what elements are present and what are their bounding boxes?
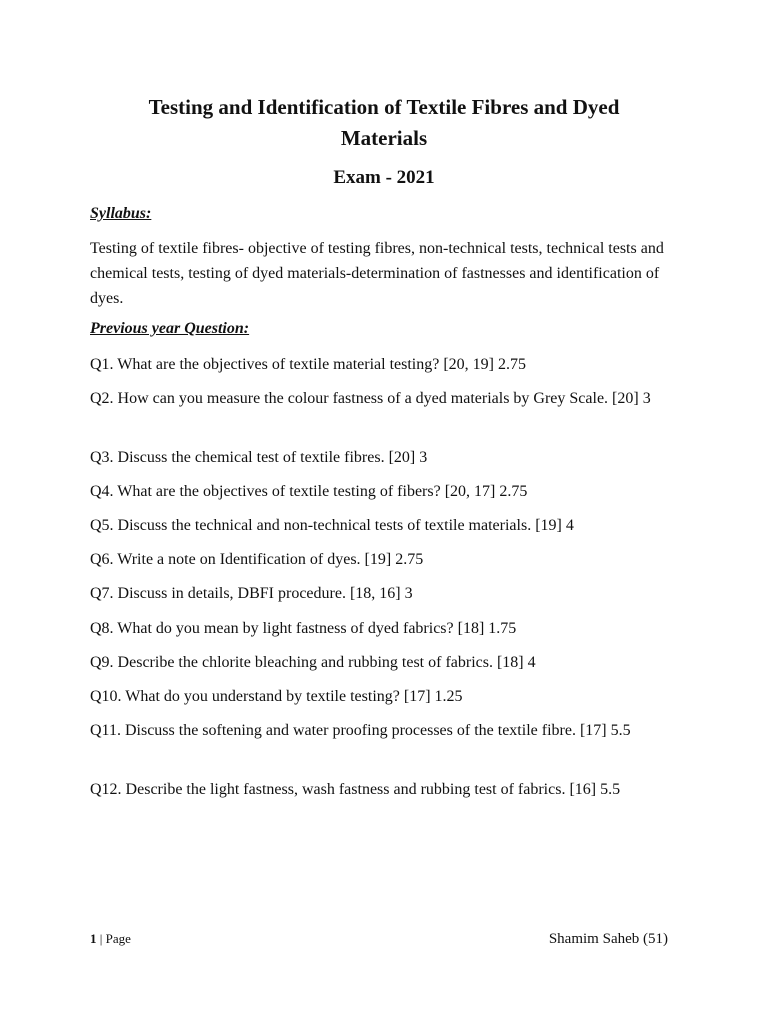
question-item: Q7. Discuss in details, DBFI procedure. [18, 16] 3: [90, 585, 413, 602]
question-item: Q11. Discuss the softening and water proofing processes of the textile fibre. [17] 5.5: [90, 722, 631, 739]
question-item: Q9. Describe the chlorite bleaching and rubbing test of fabrics. [18] 4: [90, 654, 536, 671]
question-item: Q12. Describe the light fastness, wash fastness and rubbing test of fabrics. [16] 5.5: [90, 781, 621, 798]
page-label: | Page: [96, 931, 131, 946]
question-item: Q1. What are the objectives of textile material testing? [20, 19] 2.75: [90, 356, 527, 373]
syllabus-heading: Syllabus:: [90, 205, 152, 222]
question-item: Q5. Discuss the technical and non-technical tests of textile materials. [19] 4: [90, 517, 574, 534]
question-item: Q2. How can you measure the colour fastness of a dyed materials by Grey Scale. [20] 3: [90, 390, 651, 407]
question-item: Q10. What do you understand by textile testing? [17] 1.25: [90, 688, 463, 705]
exam-heading: Exam - 2021: [333, 167, 435, 188]
page-footer-number: [90, 930, 131, 948]
page-number: 1: [90, 931, 97, 946]
previous-questions-heading: Previous year Question:: [90, 320, 250, 337]
question-item: Q3. Discuss the chemical test of textile fibres. [20] 3: [90, 449, 428, 466]
question-item: Q4. What are the objectives of textile testing of fibers? [20, 17] 2.75: [90, 483, 528, 500]
syllabus-text: Testing of textile fibres- objective of testing fibres, non-technical tests, technical tests and chemical tests, testing of dyed materials-determination of fastnesses and identification of dyes.: [90, 240, 664, 307]
footer-author: Shamim Saheb (51): [548, 931, 668, 947]
question-item: Q8. What do you mean by light fastness of dyed fabrics? [18] 1.75: [90, 620, 517, 637]
document-title: Testing and Identification of Textile Fibres and Dyed Materials: [148, 95, 620, 150]
question-item: Q6. Write a note on Identification of dyes. [19] 2.75: [90, 551, 424, 568]
